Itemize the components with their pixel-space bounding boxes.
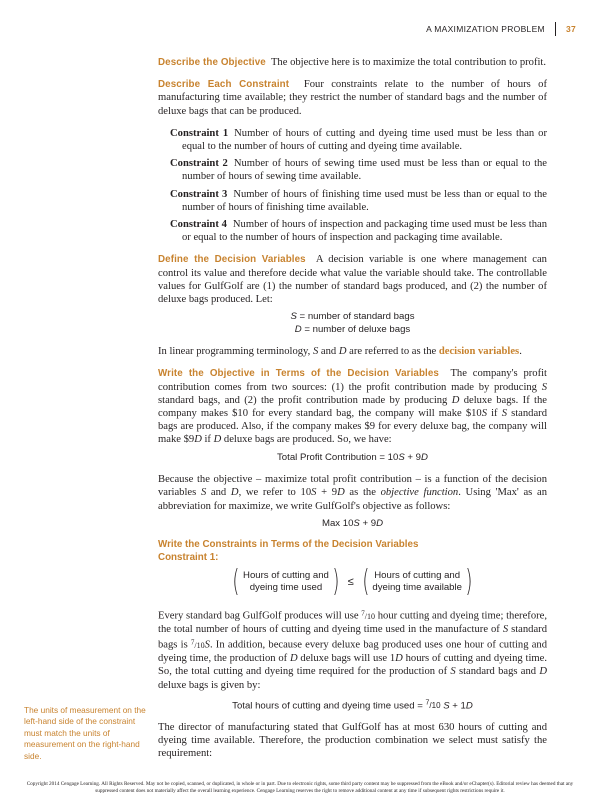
constraints-heading: Describe Each Constraint: [158, 79, 290, 91]
running-header: [426, 22, 576, 36]
margin-note: The units of measurement on the left-hand side of the constraint must match the units of measurement on the right-hand side.: [24, 705, 146, 761]
constraint-label: Constraint 2: [170, 158, 228, 170]
cutting-time-paragraph: Every standard bag GulfGolf produces will use $^7$/10 hour cutting and dyeing time; therefore, the total number of hours of cutting and dyeing time used in the manufacture of S standard bags is $^7$/10S. In addition, because every deluxe bag produced uses one hour of cutting and dyeing time, the production of D deluxe bags will use 1D hours of cutting and dyeing time. So, the total cutting and dyeing time required for the production of S standard bags and D deluxe bags is given by:: [158, 609, 547, 691]
objective-terms-paragraph: Write the Objective in Terms of the Decision Variables The company's profit contribution comes from two sources: (1) the profit contribution made by producing S standard bags, and (2) the profit contribution made by producing D deluxe bags. If the company makes $10 for every standard bag, the company will make $10S if S standard bags are produced. Also, if the company makes $9 for every deluxe bag, the company will make $9D if D deluxe bags are produced. So, we have:: [158, 368, 547, 446]
constraints-intro-paragraph: [158, 78, 547, 118]
constraint-list: [158, 127, 547, 245]
header-divider: [555, 22, 556, 36]
cutting-time-equation: Total hours of cutting and dyeing time used = $^7$/10 S + 1D: [232, 699, 473, 712]
running-title: A MAXIMIZATION PROBLEM: [426, 24, 545, 34]
rhs-expression: ( Hours of cutting and dyeing time available ): [362, 564, 473, 600]
cutting-capacity-paragraph: The director of manufacturing stated that GulfGolf has at most 630 hours of cutting and dyeing time available. Therefore, the production combination we select must satisfy the requirement:: [158, 721, 547, 760]
decision-vars-heading: Define the Decision Variables: [158, 254, 306, 266]
copyright-footer: Copyright 2014 Cengage Learning. All Rights Reserved. May not be copied, scanned, or duplicated, in whole or in part. Due to electronic rights, some third party content may be suppressed from the eBook and/or eChapter(s). Editorial review has deemed that any suppressed content does not materially affect the overall learning experience. Cengage Learning reserves the right to remove additional content at any time if subsequent rights restrictions require it.: [26, 781, 574, 794]
decision-vars-paragraph: [158, 253, 547, 306]
constraint-text: Number of hours of sewing time used must be less than or equal to the number of hours of sewing time available.: [182, 158, 548, 183]
lhs-expression: ( Hours of cutting and dyeing time used ): [232, 564, 340, 600]
key-term-decision-variables: decision variables: [438, 346, 520, 358]
constraint-1-subheading: Constraint 1:: [158, 551, 219, 563]
main-text-column: [158, 56, 547, 770]
page-number: 37: [565, 24, 576, 34]
constraints-intro-text: Four constraints relate to the number of hours of manufacturing time available; they restrict the number of standard bags and the number of deluxe bags that can be produced.: [158, 79, 547, 117]
decision-vars-term-paragraph: In linear programming terminology, S and D are referred to as the decision variables.: [158, 346, 522, 358]
constraint-1-inequality: [158, 564, 547, 600]
max-objective-equation: Max 10S + 9D: [321, 517, 384, 529]
profit-equation: Total Profit Contribution = 10S + 9D: [277, 451, 428, 463]
objective-paragraph: [158, 56, 547, 69]
constraint-item: [170, 127, 547, 153]
constraint-text: Number of hours of inspection and packaging time used must be less than or equal to the number of hours of inspection and packaging time available.: [182, 219, 547, 244]
constraint-item: [170, 188, 547, 214]
constraint-item: [170, 218, 547, 244]
constraint-terms-heading: Write the Constraints in Terms of the Decision Variables Constraint 1:: [158, 539, 547, 564]
definition-d: D = number of deluxe bags: [294, 323, 411, 335]
constraint-item: [170, 157, 547, 183]
constraint-label: Constraint 3: [170, 188, 228, 200]
objective-text: The objective here is to maximize the total contribution to profit.: [270, 57, 547, 68]
definition-s: S = number of standard bags: [290, 311, 415, 323]
objective-heading: Describe the Objective: [158, 57, 266, 68]
less-equal-operator: ≤: [347, 575, 354, 588]
variable-definitions: [158, 311, 547, 336]
key-term-objective-function: objective function: [380, 487, 459, 499]
objective-terms-heading: Write the Objective in Terms of the Decision Variables: [158, 368, 439, 380]
decision-vars-text: A decision variable is one where management can control its value and therefore decide what value the variable should take. The controllable values for GulfGolf are (1) the number of standard bags produced, and (2) the number of deluxe bags produced. Let:: [158, 254, 547, 306]
objective-function-paragraph: Because the objective – maximize total profit contribution – is a function of the decision variables S and D, we refer to 10S + 9D as the objective function. Using 'Max' as an abbreviation for maximize, we write GulfGolf's objective as follows:: [158, 474, 547, 512]
constraint-label: Constraint 1: [170, 127, 229, 139]
constraint-label: Constraint 4: [170, 219, 227, 231]
constraint-text: Number of hours of finishing time used must be less than or equal to the number of hours of finishing time available.: [182, 188, 548, 213]
constraint-text: Number of hours of cutting and dyeing time used must be less than or equal to the number of hours of cutting and dyeing time available.: [182, 127, 547, 153]
